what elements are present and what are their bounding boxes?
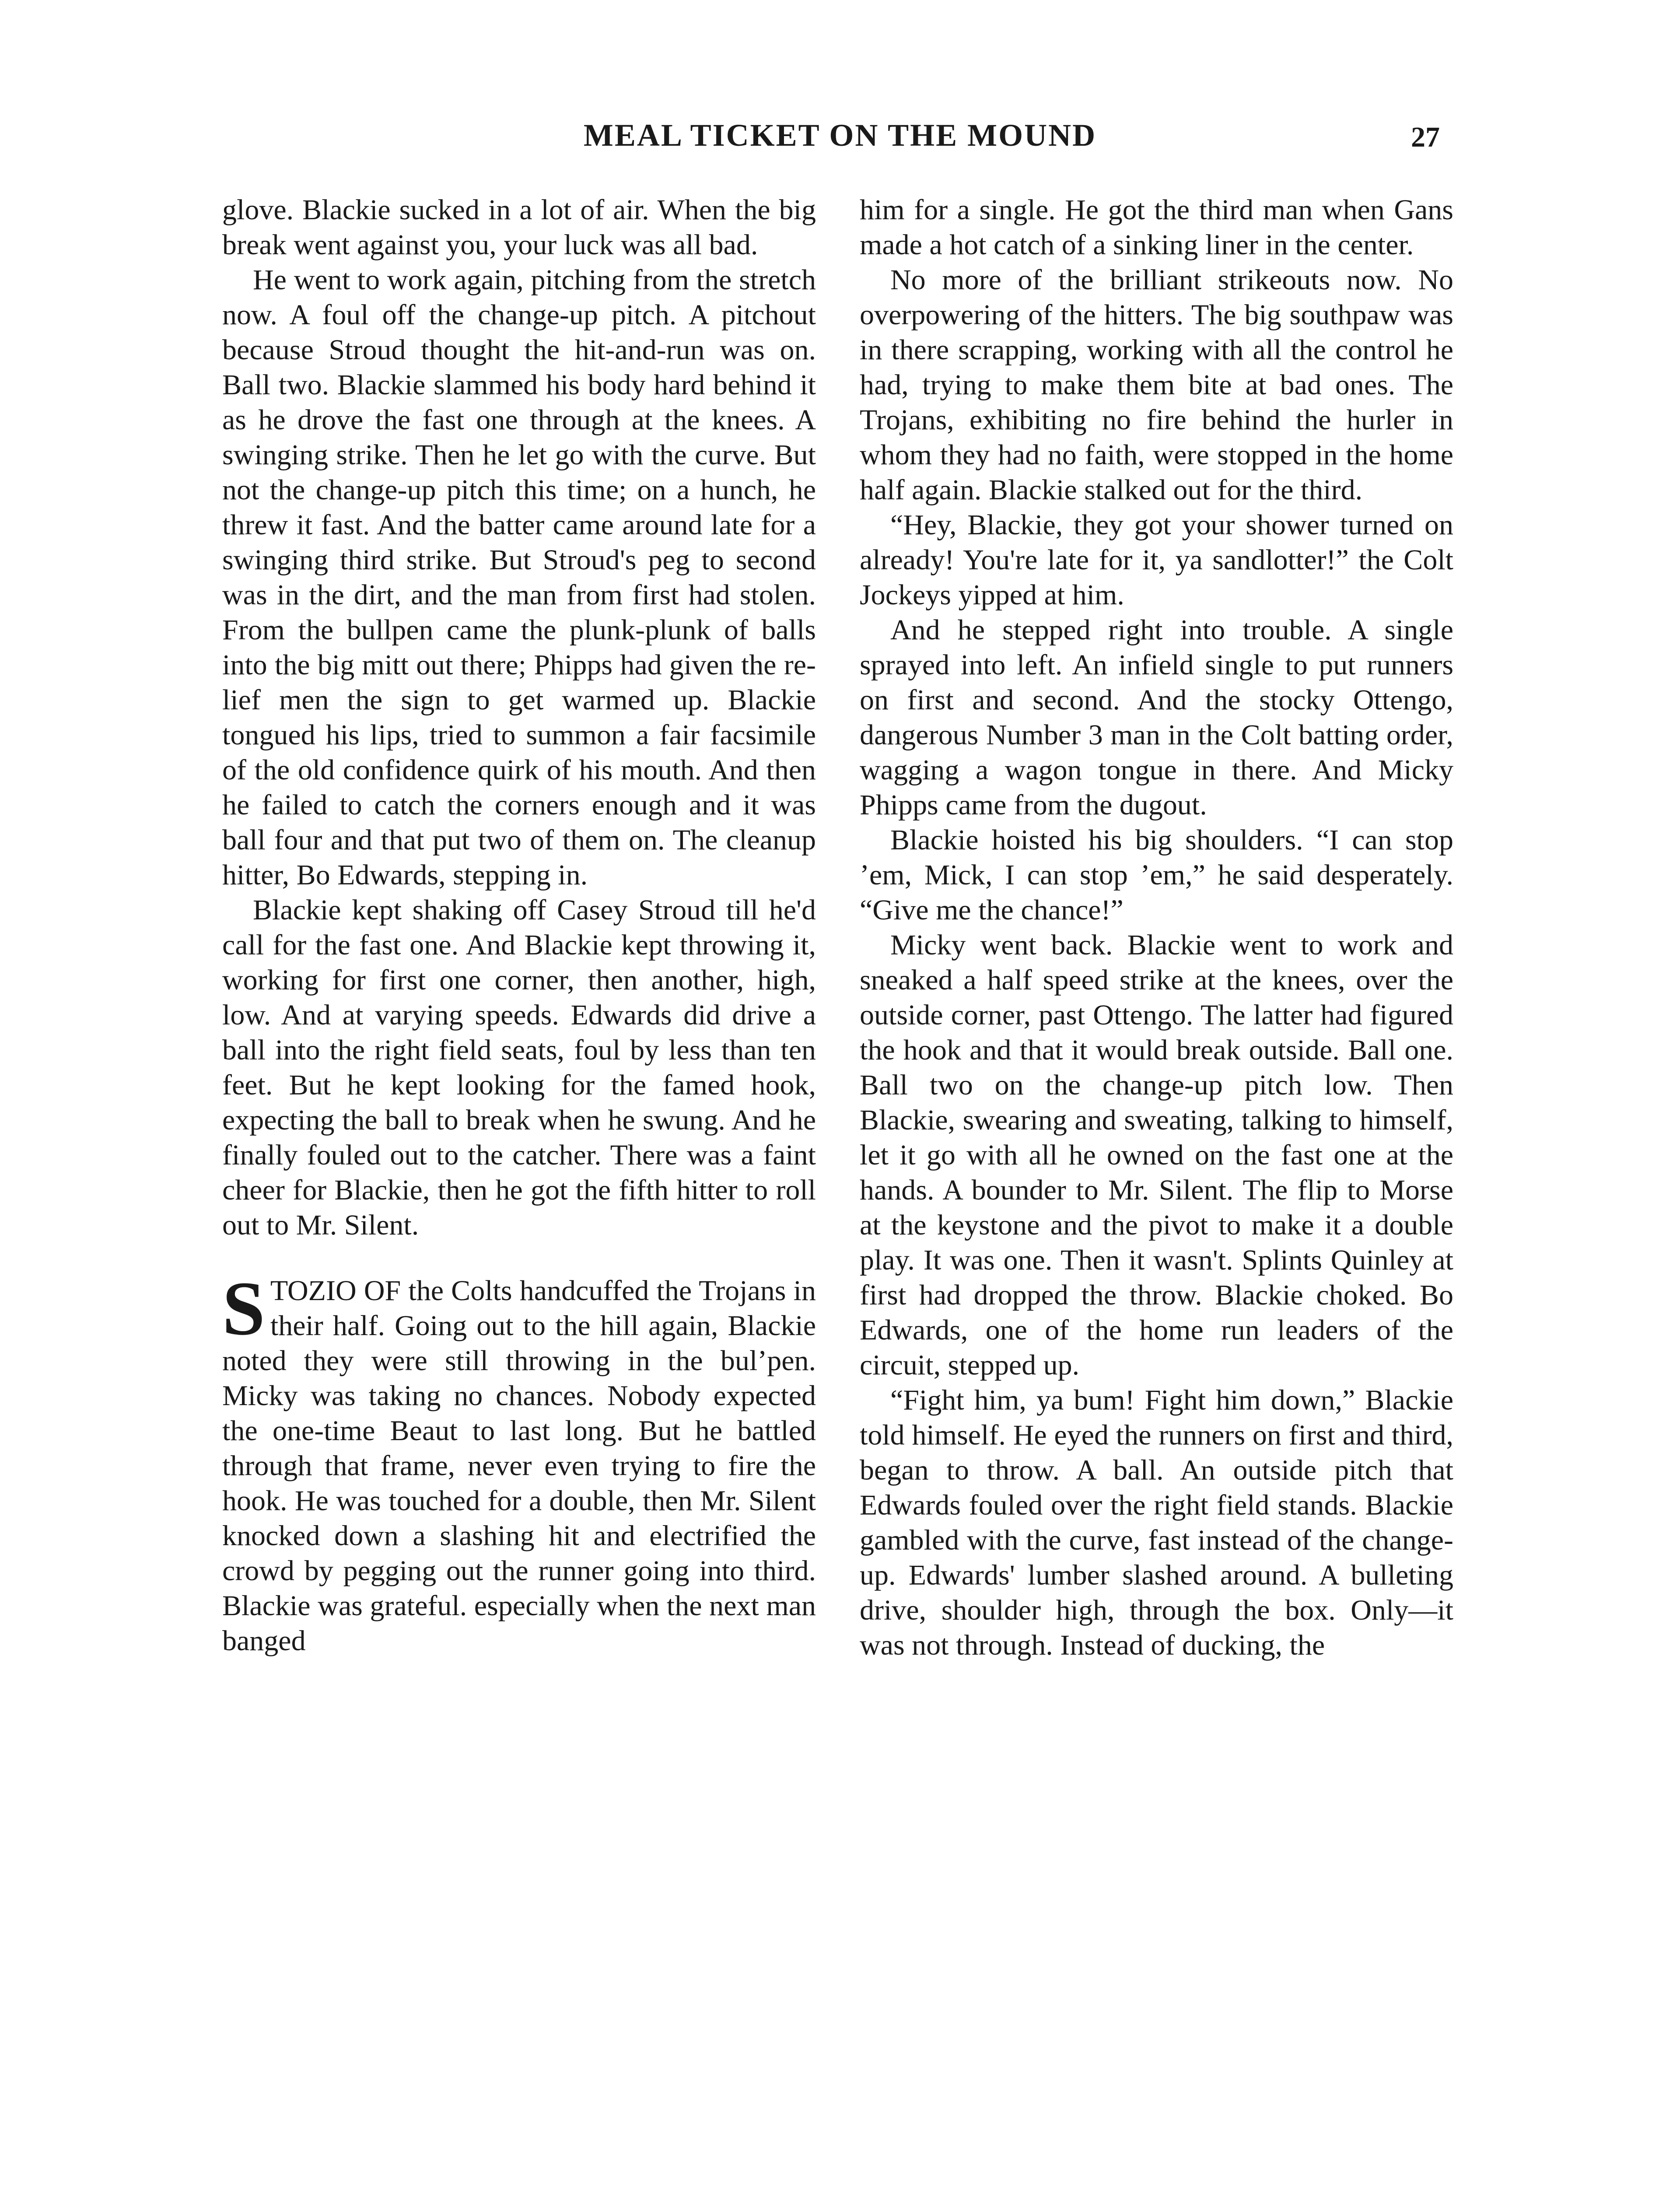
paragraph-text: TOZIO OF the Colts handcuffed the Trojans in their half. Going out to the hill again, Blackie noted they were still throwing in the bul’pen. Micky was taking no chances. Nobody expected the one-time Beaut to last long. But he battled through that frame, never even trying to fire the hook. He was touched for a double, then Mr. Silent knocked down a slashing hit and electrified the crowd by pegging out the runner going into third. Blackie was grateful. especially when the next man banged: [222, 1275, 816, 1657]
paragraph: No more of the brilliant strikeouts now. No overpowering of the hitters. The big southpaw was in there scrapping, working with all the control he had, trying to make them bite at bad ones. The Trojans, exhibiting no fire behind the hurler in whom they had no faith, were stopped in the home half again. Blackie stalked out for the third.: [860, 264, 1453, 506]
paragraph: And he stepped right into trouble. A single sprayed into left. An infield single to put runners on first and second. And the stocky Ottengo, dangerous Number 3 man in the Colt batting order, wagging a wagon tongue in there. And Micky Phipps came from the dugout.: [860, 614, 1453, 821]
page-number: 27: [1411, 121, 1440, 153]
right-text-column: [860, 193, 1453, 1663]
section-opening-paragraph: [222, 1266, 816, 1659]
paragraph: He went to work again, pitching from the stretch now. A foul off the change-up pitch. A pitchout because Stroud thought the hit-and-run was on. Ball two. Blackie slammed his body hard behind it as he drove the fast one through at the knees. A swinging strike. Then he let go with the curve. But not the change-up pitch this time; on a hunch, he threw it fast. And the batter came around late for a swinging third strike. But Stroud's peg to second was in the dirt, and the man from first had stolen. From the bullpen came the plunk-plunk of balls into the big mitt out there; Phipps had given the relief men the sign to get warmed up. Blackie tongued his lips, tried to summon a fair facsimile of the old confidence quirk of his mouth. And then he failed to catch the corners enough and it was ball four and that put two of them on. The cleanup hitter, Bo Edwards, stepping in.: [222, 264, 816, 891]
paragraph: him for a single. He got the third man when Gans made a hot catch of a sinking liner in the center.: [860, 194, 1453, 261]
paragraph: “Hey, Blackie, they got your shower turned on already! You're late for it, ya sandlotter!” the Colt Jockeys yipped at him.: [860, 509, 1453, 611]
running-head-title: MEAL TICKET ON THE MOUND: [583, 118, 1097, 153]
paragraph: Blackie kept shaking off Casey Stroud till he'd call for the fast one. And Blackie kept throwing it, working for first one corner, then another, high, low. And at varying speeds. Edwards did drive a ball into the right field seats, foul by less than ten feet. But he kept looking for the famed hook, expecting the ball to break when he swung. And he finally fouled out to the catcher. There was a faint cheer for Blackie, then he got the fifth hitter to roll out to Mr. Silent.: [222, 894, 816, 1241]
paragraph: Blackie hoisted his big shoulders. “I can stop ’em, Mick, I can stop ’em,” he said desperately. “Give me the chance!”: [860, 824, 1453, 926]
paragraph: “Fight him, ya bum! Fight him down,” Blackie told himself. He eyed the runners on first and third, began to throw. A ball. An outside pitch that Edwards fouled over the right field stands. Blackie gambled with the curve, fast instead of the change-up. Edwards' lumber slashed around. A bulleting drive, shoulder high, through the box. Only—it was not through. Instead of ducking, the: [860, 1384, 1453, 1661]
paragraph: glove. Blackie sucked in a lot of air. When the big break went against you, your luck was all bad.: [222, 194, 816, 261]
drop-cap: S: [222, 1266, 265, 1351]
paragraph: Micky went back. Blackie went to work and sneaked a half speed strike at the knees, over the outside corner, past Ottengo. The latter had figured the hook and that it would break outside. Ball one. Ball two on the change-up pitch low. Then Blackie, swearing and sweating, talking to himself, let it go with all he owned on the fast one at the hands. A bounder to Mr. Silent. The flip to Morse at the keystone and the pivot to make it a double play. It was one. Then it wasn't. Splints Quinley at first had dropped the throw. Blackie choked. Bo Edwards, one of the home run leaders of the circuit, stepped up.: [860, 929, 1453, 1381]
left-text-column: [222, 193, 816, 1659]
